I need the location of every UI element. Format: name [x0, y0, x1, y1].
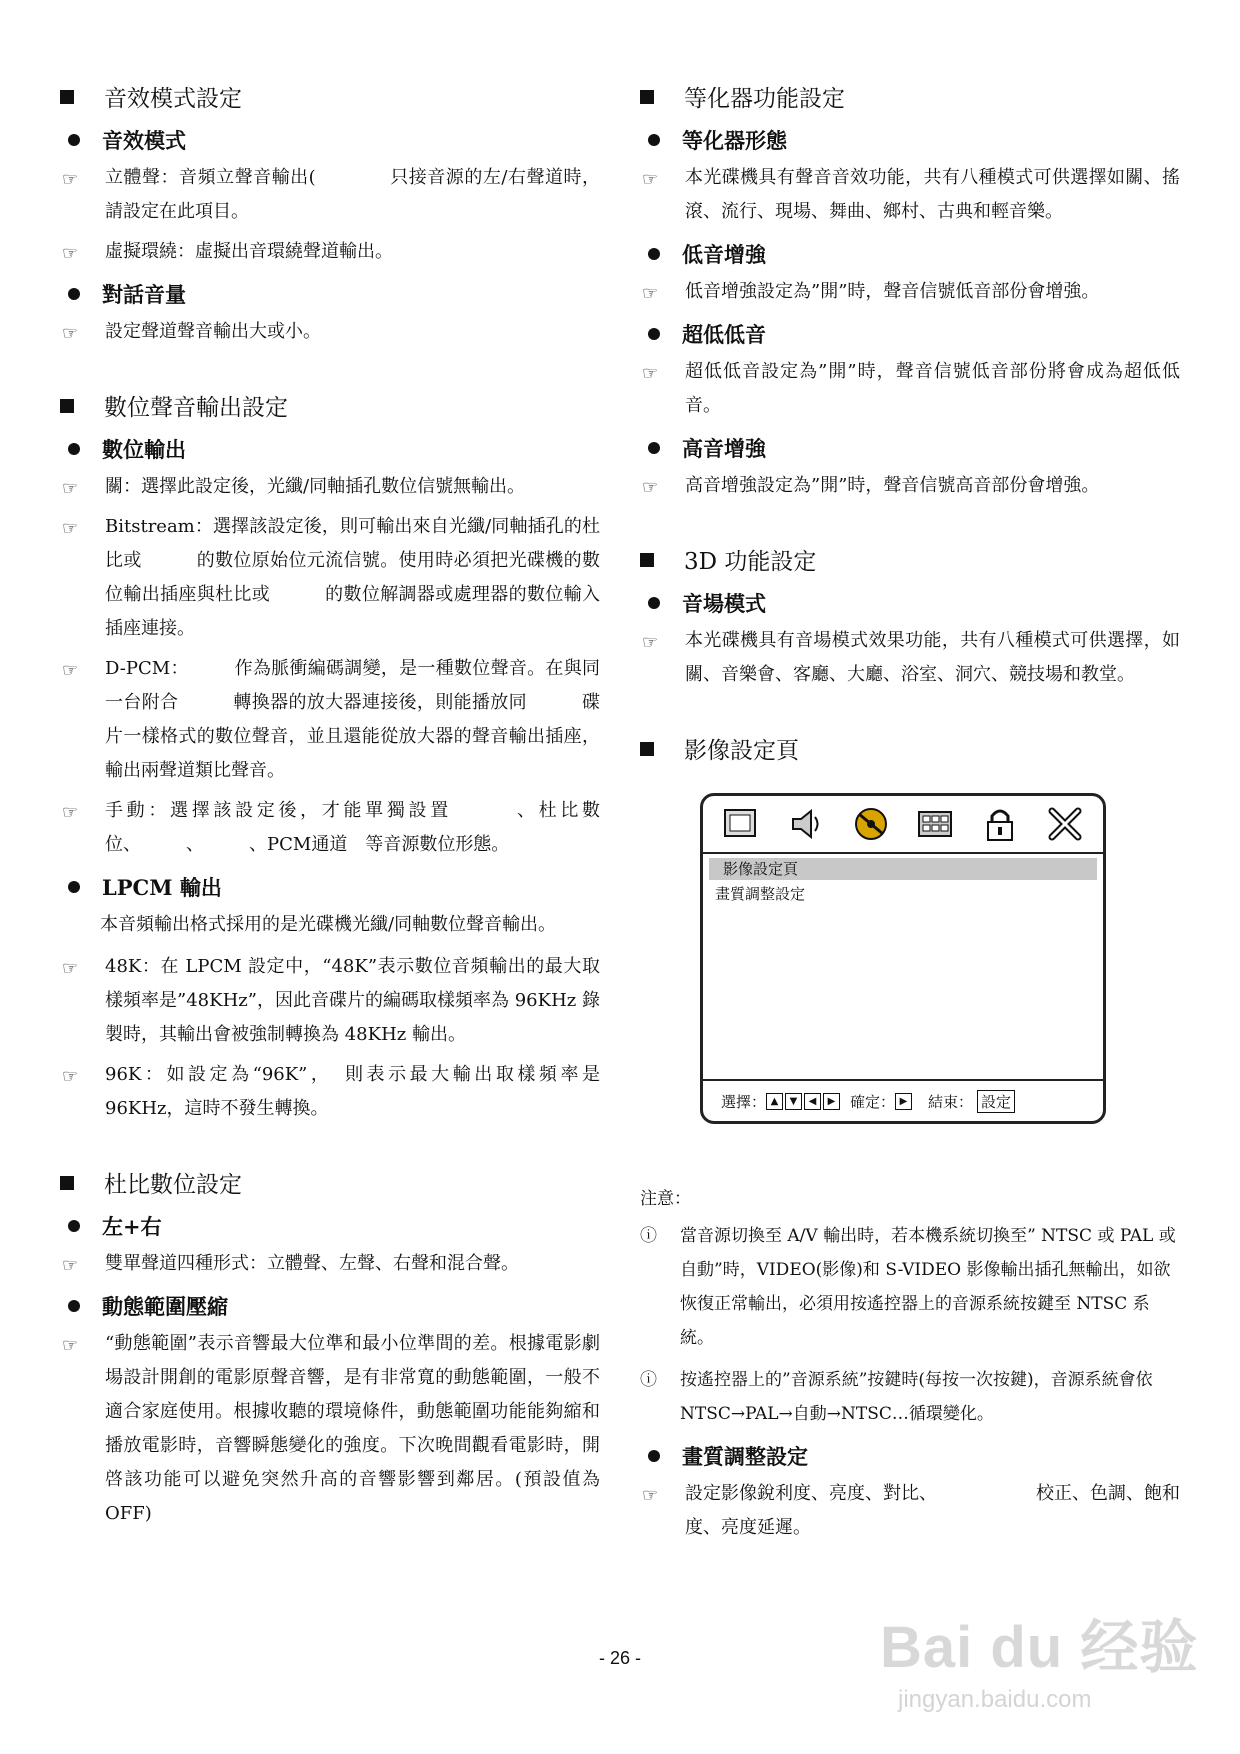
- list-item: ☞ 48K：在 LPCM 設定中，“48K”表示數位音頻輸出的最大取樣頻率是”48KHz”，因此音碟片的編碼取樣頻率為 96KHz 錄製時，其輸出會被強制轉換為 48KHz 輸出。: [60, 950, 600, 1052]
- pointing-hand-icon: ☞: [62, 1255, 79, 1276]
- list-item: ☞ 本光碟機具有音場模式效果功能，共有八種模式可供選擇，如關、音樂會、客廳、大廳、浴室、洞穴、競技場和教堂。: [640, 624, 1180, 692]
- list-item: ☞ 雙單聲道四種形式：立體聲、左聲、右聲和混合聲。: [60, 1247, 600, 1281]
- section-heading: 數位聲音輸出設定: [60, 389, 600, 422]
- list-item: ☞ 低音增強設定為”開”時，聲音信號低音部份會增強。: [640, 275, 1180, 309]
- pointing-hand-icon: ☞: [62, 518, 79, 539]
- setup-key-box: 設定: [977, 1090, 1015, 1113]
- pointing-hand-icon: ☞: [642, 363, 659, 384]
- list-item: ☞ 超低低音設定為”開”時，聲音信號低音部份將會成為超低低音。: [640, 355, 1180, 423]
- pointing-hand-icon: ☞: [642, 632, 659, 653]
- close-x-icon: [1045, 804, 1085, 844]
- subheading: 低音增強: [640, 239, 1180, 269]
- tv-icon: [721, 804, 761, 844]
- watermark-url: jingyan.baidu.com: [898, 1686, 1092, 1713]
- list-item: ☞ 關：選擇此設定後，光纖/同軸插孔數位信號無輸出。: [60, 470, 600, 504]
- pointing-hand-icon: ☞: [62, 660, 79, 681]
- speaker-icon: [786, 804, 826, 844]
- osd-highlight-row: 影像設定頁: [709, 858, 1097, 880]
- pointing-hand-icon: ☞: [642, 477, 659, 498]
- subheading: 超低低音: [640, 319, 1180, 349]
- list-item: ☞ Bitstream：選擇該設定後，則可輸出來自光纖/同軸插孔的杜比或 的數位原始位元流信號。使用時必須把光碟機的數位輸出插座與杜比或 的數位解調器或處理器的數位輸入插座連接。: [60, 510, 600, 646]
- subheading: 畫質調整設定: [640, 1441, 1180, 1471]
- arrow-right-icon: ▶: [823, 1093, 840, 1110]
- arrow-left-icon: ◀: [804, 1093, 821, 1110]
- section-heading: 等化器功能設定: [640, 80, 1180, 113]
- subheading: 音效模式: [60, 125, 600, 155]
- info-circle-icon: ⓘ: [640, 1370, 657, 1390]
- watermark-brand: Bai du 经验: [880, 1615, 1199, 1680]
- list-item: ☞ 立體聲：音頻立聲音輸出( 只接音源的左/右聲道時，請設定在此項目。: [60, 161, 600, 229]
- list-item: ☞ 虛擬環繞：虛擬出音環繞聲道輸出。: [60, 235, 600, 269]
- pointing-hand-icon: ☞: [62, 958, 79, 979]
- subheading: 左+右: [60, 1211, 600, 1241]
- subheading: 數位輸出: [60, 434, 600, 464]
- pointing-hand-icon: ☞: [62, 323, 79, 344]
- pointing-hand-icon: ☞: [62, 243, 79, 264]
- osd-menu-illustration: [700, 793, 1106, 1124]
- subheading: 等化器形態: [640, 125, 1180, 155]
- osd-menu-row: 畫質調整設定: [715, 885, 806, 903]
- baidu-watermark: [880, 1600, 1200, 1730]
- list-item: ☞ D-PCM： 作為脈衝編碼調變，是一種數位聲音。在與同一台附合 轉換器的放大器連接後，則能播放同 碟片一樣格式的數位聲音，並且還能從放大器的聲音輸出插座，輸出兩聲道類比聲音。: [60, 652, 600, 788]
- pointing-hand-icon: ☞: [62, 1066, 79, 1087]
- right-column: [640, 80, 1180, 1551]
- list-item: ☞ 本光碟機具有聲音音效功能，共有八種模式可供選擇如關、搖滾、流行、現場、舞曲、鄉村、古典和輕音樂。: [640, 161, 1180, 229]
- osd-icon-bar: [703, 796, 1103, 854]
- subheading: 對話音量: [60, 279, 600, 309]
- pointing-hand-icon: ☞: [642, 1485, 659, 1506]
- pointing-hand-icon: ☞: [642, 169, 659, 190]
- left-column: [60, 80, 600, 1537]
- list-item: ☞ “動態範圍”表示音響最大位準和最小位準間的差。根據電影劇場設計開創的電影原聲音響，是有非常寬的動態範圍，一般不適合家庭使用。根據收聽的環境條件，動態範圍功能能夠縮和播放電影時，音響瞬態變化的強度。下次晚間觀看電影時，開啓該功能可以避免突然升高的音響影響到鄰居。(預設值為 OFF): [60, 1327, 600, 1531]
- grid-panel-icon: [915, 804, 955, 844]
- lock-icon: [980, 804, 1020, 844]
- subheading: 高音增強: [640, 433, 1180, 463]
- subheading: 音場模式: [640, 588, 1180, 618]
- page-number: - 26 -: [598, 1648, 641, 1668]
- list-item: ☞ 設定影像銳利度、亮度、對比、 校正、色調、飽和度、亮度延遲。: [640, 1477, 1180, 1545]
- play-icon: ▶: [895, 1093, 912, 1110]
- pointing-hand-icon: ☞: [62, 478, 79, 499]
- pointing-hand-icon: ☞: [642, 283, 659, 304]
- pointing-hand-icon: ☞: [62, 802, 79, 823]
- section-heading: 影像設定頁: [640, 732, 1180, 765]
- subheading: 動態範圍壓縮: [60, 1291, 600, 1321]
- film-reel-icon: [851, 804, 891, 844]
- pointing-hand-icon: ☞: [62, 1335, 79, 1356]
- list-item: ☞ 96K：如設定為“96K”， 則表示最大輸出取樣頻率是 96KHz，這時不發生轉換。: [60, 1058, 600, 1126]
- section-heading: 3D 功能設定: [640, 543, 1180, 576]
- list-item: ☞ 設定聲道聲音輸出大或小。: [60, 315, 600, 349]
- note-item: ⓘ 按遙控器上的”音源系統”按鍵時(每按一次按鍵)，音源系統會依 NTSC→PAL→自動→NTSC…循環變化。: [640, 1363, 1180, 1431]
- section-heading: 杜比數位設定: [60, 1166, 600, 1199]
- info-circle-icon: ⓘ: [640, 1226, 657, 1246]
- pointing-hand-icon: ☞: [62, 169, 79, 190]
- list-item: ☞ 高音增強設定為”開”時，聲音信號高音部份會增強。: [640, 469, 1180, 503]
- note-item: ⓘ 當音源切換至 A/V 輸出時，若本機系統切換至” NTSC 或 PAL 或自動”時，VIDEO(影像)和 S-VIDEO 影像輸出插孔無輸出，如欲恢復正常輸出，必須用按遙控器上的音源系統按鍵至 NTSC 系統。: [640, 1219, 1180, 1355]
- arrow-down-icon: ▼: [785, 1093, 802, 1110]
- osd-footer: 選擇： ▲ ▼ ◀ ▶ 確定： ▶ 結束： 設定: [703, 1079, 1103, 1121]
- notes-title: 注意：: [640, 1189, 691, 1209]
- paragraph: 本音頻輸出格式採用的是光碟機光纖/同軸數位聲音輸出。: [100, 914, 557, 935]
- arrow-up-icon: ▲: [766, 1093, 783, 1110]
- subheading: LPCM 輸出: [60, 872, 600, 902]
- list-item: ☞ 手動：選擇該設定後，才能單獨設置 、杜比數位、 、 、PCM通道 等音源數位形態。: [60, 794, 600, 862]
- section-heading: 音效模式設定: [60, 80, 600, 113]
